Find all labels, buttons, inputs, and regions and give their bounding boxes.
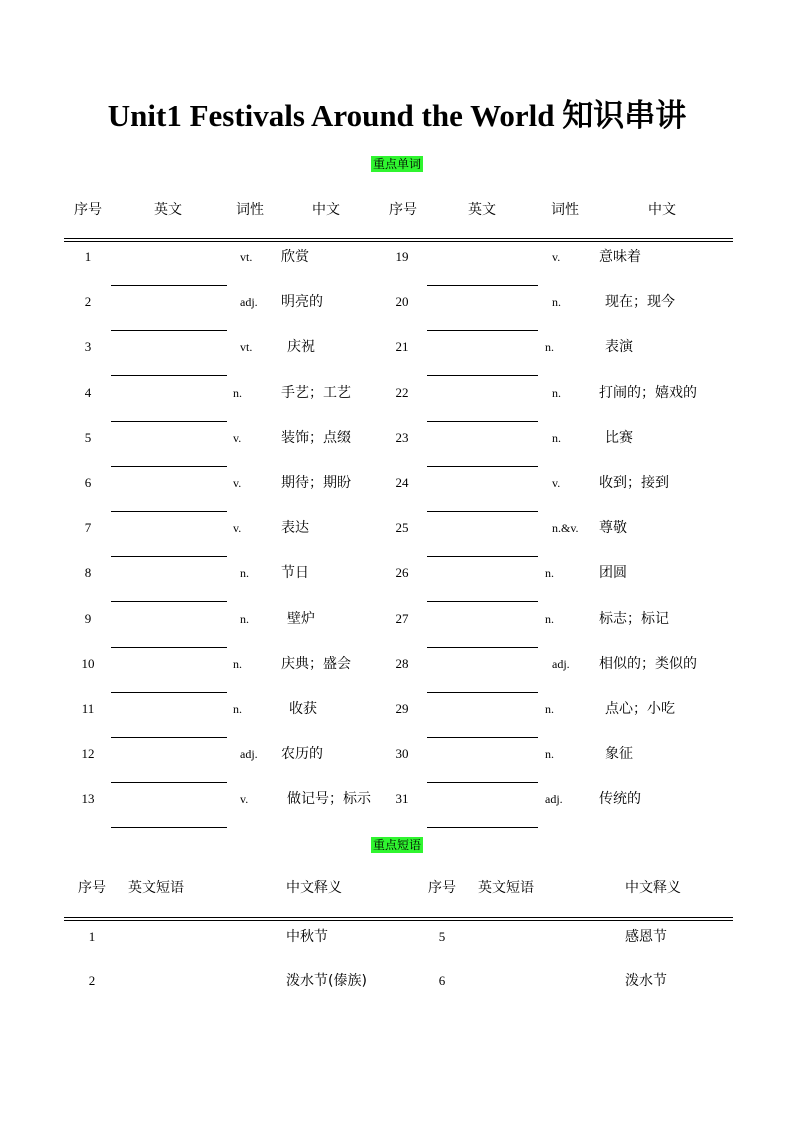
vocab-chinese-meaning: 现在；现今 [605, 294, 675, 311]
vocab-header-cell: 词性 [236, 202, 264, 218]
vocab-row-number: 24 [395, 475, 409, 490]
vocab-header-cell: 中文 [648, 202, 676, 218]
vocab-row-number: 4 [84, 384, 92, 400]
phrase-row-number: 2 [88, 973, 96, 988]
vocab-header-cell: 序号 [389, 202, 417, 218]
phrase-chinese-meaning: 中秋节 [286, 929, 328, 945]
vocab-header-cell: 英文 [468, 202, 496, 218]
vocab-row-number: 20 [395, 294, 409, 310]
vocab-row-number: 5 [84, 429, 92, 445]
vocab-part-of-speech: n. [545, 566, 554, 581]
vocab-chinese-meaning: 手艺；工艺 [281, 384, 351, 401]
vocab-header-cell: 中文 [312, 202, 340, 218]
vocab-part-of-speech: n.&v. [552, 521, 579, 536]
vocab-answer-blank[interactable] [111, 375, 227, 376]
vocab-row-number: 21 [395, 339, 409, 355]
vocab-row-number: 9 [84, 610, 92, 626]
vocab-chinese-meaning: 装饰；点缀 [281, 429, 351, 446]
vocab-part-of-speech: n. [545, 702, 554, 716]
vocab-part-of-speech: adj. [545, 792, 563, 807]
vocab-part-of-speech: adj. [552, 656, 570, 671]
vocab-answer-blank[interactable] [111, 285, 227, 286]
vocab-answer-blank[interactable] [427, 556, 538, 557]
vocab-part-of-speech: vt. [240, 340, 253, 355]
vocab-part-of-speech: n. [240, 566, 249, 581]
page-title: Unit1 Festivals Around the World 知识串讲 [107, 98, 687, 133]
vocab-chinese-meaning: 点心；小吃 [605, 701, 675, 717]
vocab-chinese-meaning: 打闹的；嬉戏的 [599, 384, 697, 401]
vocab-part-of-speech: n. [233, 656, 242, 671]
vocab-answer-blank[interactable] [427, 511, 538, 512]
vocab-chinese-meaning: 农历的 [281, 746, 323, 763]
vocab-part-of-speech: adj. [240, 295, 258, 310]
vocab-part-of-speech: n. [545, 611, 554, 626]
vocab-row-number: 26 [395, 565, 409, 581]
vocab-answer-blank[interactable] [427, 375, 538, 376]
vocab-chinese-meaning: 象征 [605, 746, 633, 763]
phrase-header-rule-bottom [64, 920, 733, 921]
vocab-answer-blank[interactable] [111, 737, 227, 738]
vocab-answer-blank[interactable] [427, 601, 538, 602]
phrase-section-tag: 重点短语 [372, 838, 422, 852]
vocab-part-of-speech: v. [552, 250, 561, 264]
vocab-row-number: 25 [395, 520, 409, 536]
vocab-row-number: 11 [81, 701, 95, 716]
vocab-answer-blank[interactable] [427, 421, 538, 422]
vocab-row-number: 8 [84, 565, 92, 581]
vocab-part-of-speech: n. [552, 295, 561, 310]
vocab-row-number: 3 [84, 339, 92, 355]
vocab-answer-blank[interactable] [111, 466, 227, 467]
vocab-answer-blank[interactable] [427, 466, 538, 467]
vocab-answer-blank[interactable] [111, 647, 227, 648]
vocab-part-of-speech: n. [545, 340, 554, 355]
vocab-chinese-meaning: 表演 [605, 339, 633, 356]
vocab-row-number: 29 [395, 701, 409, 716]
vocab-chinese-meaning: 明亮的 [281, 294, 323, 311]
vocab-answer-blank[interactable] [111, 601, 227, 602]
vocab-header-cell: 英文 [154, 202, 182, 218]
phrase-chinese-meaning: 感恩节 [625, 929, 667, 945]
vocab-answer-blank[interactable] [427, 647, 538, 648]
vocab-row-number: 7 [84, 520, 92, 536]
vocab-chinese-meaning: 做记号；标示 [287, 791, 371, 808]
phrase-header-cell: 序号 [78, 880, 106, 896]
vocab-part-of-speech: v. [233, 476, 242, 490]
vocab-part-of-speech: v. [240, 792, 249, 807]
vocab-row-number: 13 [81, 791, 95, 807]
vocab-chinese-meaning: 庆祝 [287, 339, 315, 356]
vocab-part-of-speech: vt. [240, 250, 253, 264]
vocab-row-number: 27 [395, 610, 409, 626]
vocab-chinese-meaning: 标志；标记 [599, 610, 669, 627]
vocab-part-of-speech: n. [240, 611, 249, 626]
vocab-chinese-meaning: 收获 [289, 701, 317, 717]
vocab-row-number: 22 [395, 384, 409, 400]
vocab-row-number: 10 [81, 655, 95, 671]
phrase-row-number: 5 [438, 929, 446, 944]
vocab-chinese-meaning: 节日 [281, 565, 309, 582]
vocab-chinese-meaning: 收到；接到 [599, 475, 669, 491]
vocab-header-cell: 序号 [74, 202, 102, 218]
phrase-chinese-meaning: 泼水节 [625, 973, 667, 989]
vocab-chinese-meaning: 庆典；盛会 [281, 655, 351, 672]
vocab-row-number: 1 [84, 249, 92, 264]
vocab-part-of-speech: n. [545, 747, 554, 762]
vocab-part-of-speech: adj. [240, 747, 258, 762]
vocab-chinese-meaning: 相似的；类似的 [599, 655, 697, 672]
phrase-row-number: 1 [88, 929, 96, 944]
phrase-row-number: 6 [438, 973, 446, 988]
vocab-answer-blank[interactable] [427, 737, 538, 738]
vocab-chinese-meaning: 比赛 [605, 429, 633, 446]
vocab-part-of-speech: n. [552, 385, 561, 400]
vocab-answer-blank[interactable] [427, 827, 538, 828]
vocab-chinese-meaning: 壁炉 [287, 610, 315, 627]
phrase-header-cell: 中文释义 [286, 880, 342, 896]
vocab-row-number: 6 [84, 475, 92, 490]
vocab-row-number: 2 [84, 294, 92, 310]
vocab-header-cell: 词性 [551, 202, 579, 218]
phrase-chinese-meaning: 泼水节(傣族) [286, 973, 367, 989]
vocab-part-of-speech: n. [233, 385, 242, 400]
vocab-row-number: 19 [395, 249, 409, 264]
phrase-header-cell: 序号 [428, 880, 456, 896]
phrase-header-rule-top [64, 917, 733, 918]
vocab-part-of-speech: v. [233, 521, 242, 536]
vocab-section-tag: 重点单词 [372, 157, 422, 171]
vocab-answer-blank[interactable] [427, 692, 538, 693]
vocab-answer-blank[interactable] [427, 285, 538, 286]
vocab-header-rule-bottom [64, 241, 733, 242]
vocab-answer-blank[interactable] [111, 421, 227, 422]
vocab-answer-blank[interactable] [111, 692, 227, 693]
vocab-chinese-meaning: 团圆 [599, 565, 627, 582]
vocab-row-number: 12 [81, 746, 95, 762]
vocab-part-of-speech: v. [233, 430, 242, 445]
vocab-header-rule-top [64, 238, 733, 239]
vocab-answer-blank[interactable] [427, 330, 538, 331]
vocab-row-number: 31 [395, 791, 409, 807]
vocab-row-number: 30 [395, 746, 409, 762]
vocab-row-number: 28 [395, 655, 409, 671]
vocab-answer-blank[interactable] [111, 511, 227, 512]
vocab-answer-blank[interactable] [427, 782, 538, 783]
vocab-chinese-meaning: 尊敬 [599, 520, 627, 537]
vocab-answer-blank[interactable] [111, 827, 227, 828]
vocab-part-of-speech: v. [552, 476, 561, 490]
vocab-chinese-meaning: 欣赏 [281, 249, 309, 265]
vocab-chinese-meaning: 意味着 [599, 249, 641, 265]
vocab-chinese-meaning: 期待；期盼 [281, 475, 351, 491]
vocab-part-of-speech: n. [233, 702, 242, 716]
vocab-answer-blank[interactable] [111, 330, 227, 331]
vocab-chinese-meaning: 传统的 [599, 791, 641, 808]
vocab-answer-blank[interactable] [111, 782, 227, 783]
phrase-header-cell: 中文释义 [625, 880, 681, 896]
vocab-row-number: 23 [395, 429, 409, 445]
vocab-chinese-meaning: 表达 [281, 520, 309, 537]
vocab-answer-blank[interactable] [111, 556, 227, 557]
vocab-part-of-speech: n. [552, 430, 561, 445]
phrase-header-cell: 英文短语 [128, 880, 184, 896]
phrase-header-cell: 英文短语 [478, 880, 534, 896]
